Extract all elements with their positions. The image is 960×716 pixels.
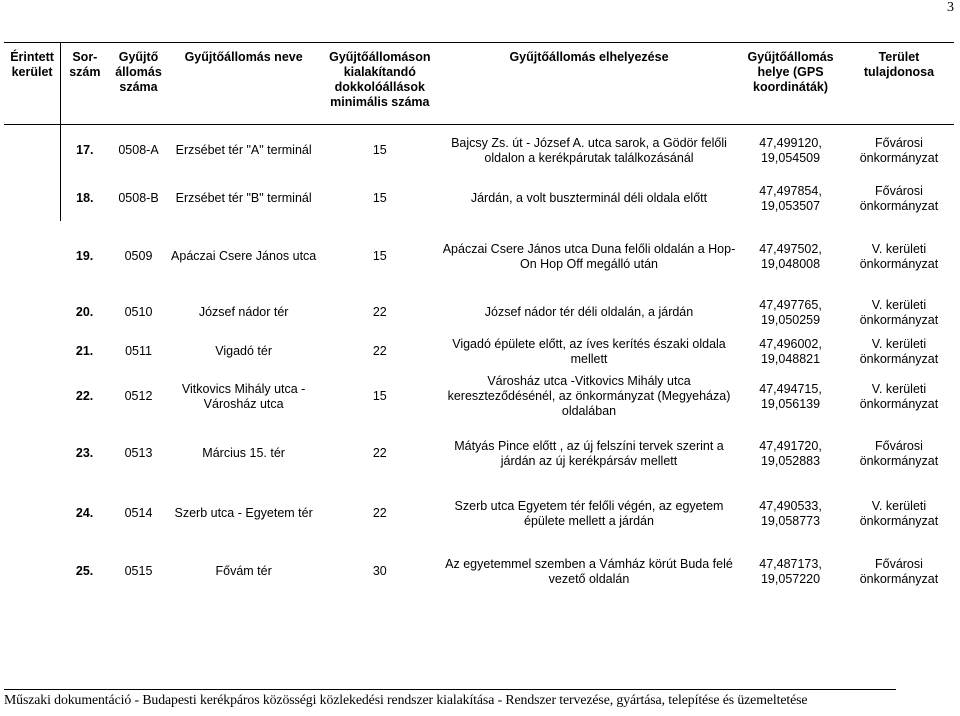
row-station-name: Erzsébet tér "B" terminál: [175, 191, 312, 205]
row-station-name: Fővám tér: [215, 564, 272, 578]
table-row: [4, 485, 954, 543]
header-seq: Sor-szám: [61, 43, 109, 125]
table-row: [4, 423, 954, 485]
row-station-name: József nádor tér: [198, 305, 289, 319]
row-owner: V. kerületi önkormányzat: [859, 297, 939, 327]
row-docks: 15: [372, 249, 387, 263]
row-owner: V. kerületi önkormányzat: [859, 381, 939, 411]
row-owner: V. kerületi önkormányzat: [859, 241, 939, 271]
row-location: Vigadó épülete előtt, az íves kerítés északi oldala mellett: [452, 336, 726, 366]
row-station-name: Erzsébet tér "A" terminál: [175, 143, 312, 158]
row-station-id: 0508-A: [118, 143, 159, 158]
header-location: Gyűjtőállomás elhelyezése: [441, 43, 737, 125]
row-station-id: 0515: [124, 564, 153, 578]
table-row: [4, 333, 954, 371]
header-station-name: Gyűjtőállomás neve: [168, 43, 318, 125]
row-location: Mátyás Pince előtt , az új felszíni tervek szerint a járdán az új kerékpársáv mellett: [454, 438, 724, 468]
header-district: Érintett kerület: [4, 43, 61, 125]
row-seq: 19.: [75, 249, 94, 263]
table-row: [4, 293, 954, 333]
row-station-name: Vigadó tér: [215, 344, 273, 358]
row-station-id: 0508-B: [118, 191, 159, 205]
row-seq: 24.: [75, 506, 94, 520]
row-station-name: Apáczai Csere János utca: [171, 249, 317, 263]
row-owner: Fővárosi önkormányzat: [859, 183, 939, 213]
row-location: Járdán, a volt buszterminál déli oldala előtt: [470, 191, 708, 205]
row-owner: Fővárosi önkormányzat: [859, 556, 939, 586]
row-seq: 25.: [75, 564, 94, 578]
row-seq: 23.: [75, 446, 94, 460]
header-gps: Gyűjtőállomás helye (GPS koordináták): [737, 43, 844, 125]
row-docks: 15: [372, 143, 387, 158]
row-gps: 47,497502, 19,048008: [759, 241, 822, 271]
row-station-id: 0509: [124, 249, 153, 263]
row-docks: 15: [372, 191, 387, 205]
row-docks: 22: [372, 305, 387, 319]
header-station-no: Gyűjtő állomás száma: [109, 43, 169, 125]
row-station-id: 0510: [124, 305, 153, 319]
footer-text: Műszaki dokumentáció - Budapesti kerékpáros közösségi közlekedési rendszer kialakítása - Rendszer tervezése, gyártása, telepítése és üzemeltetése: [4, 692, 808, 707]
row-gps: 47,497765, 19,050259: [759, 297, 822, 327]
stations-table: [4, 42, 954, 601]
row-station-name: Március 15. tér: [202, 446, 285, 460]
page-number: 3: [947, 0, 954, 15]
row-docks: 22: [372, 506, 387, 520]
row-seq: 20.: [75, 305, 94, 319]
header-row: [4, 43, 954, 125]
row-owner: Fővárosi önkormányzat: [859, 135, 939, 165]
row-station-id: 0512: [124, 389, 153, 403]
table-row: [4, 371, 954, 423]
row-gps: 47,499120, 19,054509: [759, 135, 822, 165]
header-owner: Terület tulajdonosa: [844, 43, 954, 125]
row-station-id: 0511: [125, 344, 152, 358]
table-row: [4, 125, 954, 177]
row-docks: 22: [372, 446, 387, 460]
row-owner: V. kerületi önkormányzat: [859, 336, 939, 366]
row-owner: V. kerületi önkormányzat: [859, 498, 939, 528]
row-owner: Fővárosi önkormányzat: [859, 438, 939, 468]
row-station-name: Vitkovics Mihály utca - Városház utca: [181, 381, 306, 411]
row-gps: 47,487173, 19,057220: [759, 556, 822, 586]
table-row: [4, 543, 954, 601]
table-row: [4, 177, 954, 221]
row-seq: 17.: [61, 125, 109, 177]
row-location: Szerb utca Egyetem tér felőli végén, az egyetem épülete mellett a járdán: [454, 498, 724, 528]
row-location: Apáczai Csere János utca Duna felőli oldalán a Hop-On Hop Off megálló után: [442, 241, 736, 271]
row-seq: 18.: [61, 177, 109, 221]
header-min-docks: Gyűjtőállomáson kialakítandó dokkolóállások minimális száma: [319, 43, 441, 125]
row-gps: 47,496002, 19,048821: [759, 336, 822, 366]
row-gps: 47,497854, 19,053507: [759, 183, 822, 213]
row-seq: 22.: [75, 389, 94, 403]
row-station-name: Szerb utca - Egyetem tér: [174, 506, 313, 520]
table-row: [4, 221, 954, 293]
row-location: Bajcsy Zs. út - József A. utca sarok, a Gödör felőli oldalon a kerékpárutak találkozásánál: [451, 135, 727, 165]
row-location: Az egyetemmel szemben a Vámház körút Buda felé vezető oldalán: [445, 556, 733, 586]
footer-divider: [4, 689, 896, 690]
row-docks: 22: [372, 344, 387, 358]
row-location: Városház utca -Vitkovics Mihály utca kereszteződésénél, az önkormányzat (Megyeháza) oldalában: [447, 374, 731, 418]
row-docks: 15: [372, 389, 387, 403]
row-gps: 47,490533, 19,058773: [759, 498, 822, 528]
row-seq: 21.: [75, 344, 94, 358]
row-gps: 47,491720, 19,052883: [759, 438, 822, 468]
row-docks: 30: [372, 564, 387, 578]
row-location: József nádor tér déli oldalán, a járdán: [484, 305, 694, 319]
row-gps: 47,494715, 19,056139: [759, 381, 822, 411]
row-station-id: 0514: [124, 506, 153, 520]
row-station-id: 0513: [124, 446, 153, 460]
